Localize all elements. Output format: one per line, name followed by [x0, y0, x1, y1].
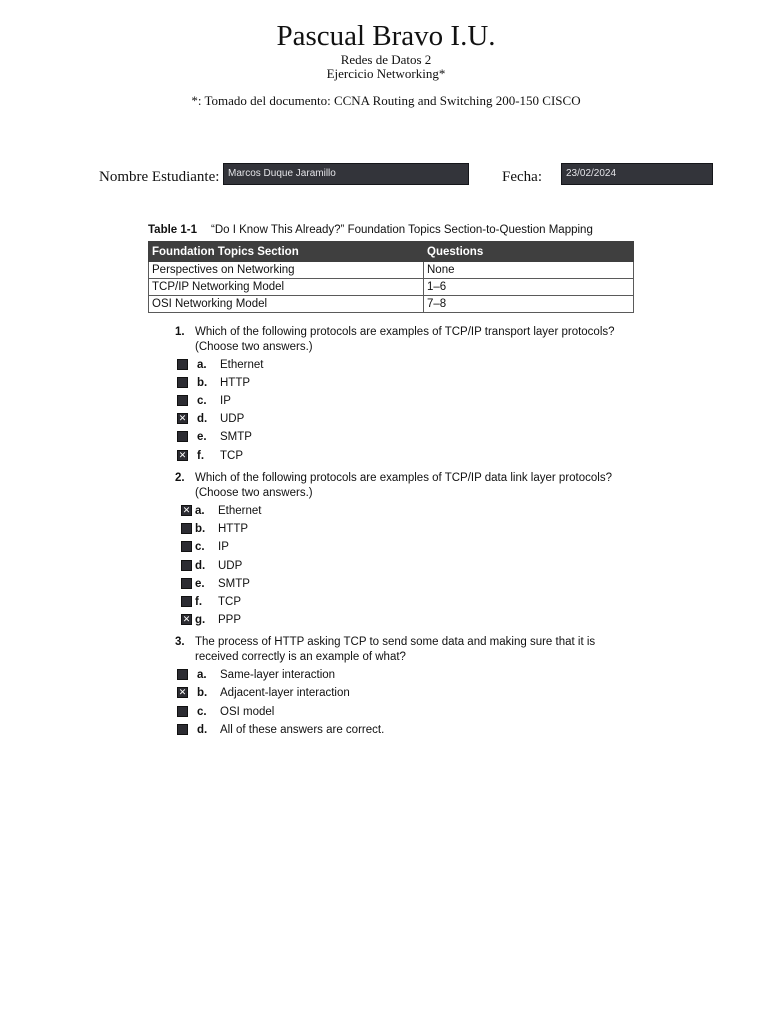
topics-table: [148, 241, 634, 313]
option-letter: e.: [197, 431, 207, 443]
table-row: [149, 262, 634, 279]
option-text: UDP: [220, 413, 245, 425]
table-caption: [148, 223, 593, 237]
answer-checkbox[interactable]: [177, 431, 188, 442]
table-cell: None: [424, 262, 634, 279]
question-text: The process of HTTP asking TCP to send some data and making sure that it is received correctly is an example of what?: [195, 636, 596, 663]
option-letter: b.: [195, 523, 206, 535]
answer-checkbox[interactable]: [177, 706, 188, 717]
option-letter: b.: [197, 687, 208, 699]
question-number: 2.: [175, 472, 185, 484]
table-cell: OSI Networking Model: [149, 296, 424, 313]
option-letter: b.: [197, 377, 208, 389]
table-cell: 7–8: [424, 296, 634, 313]
option-text: OSI model: [220, 706, 275, 718]
option-letter: c.: [197, 706, 207, 718]
exercise-name: Ejercicio Networking*: [326, 66, 446, 81]
answer-checkbox[interactable]: [181, 596, 192, 607]
answer-checkbox[interactable]: ✕: [182, 505, 191, 515]
option-text: HTTP: [218, 523, 249, 535]
option-text: IP: [218, 541, 229, 553]
table-header-row: [149, 242, 634, 262]
answer-checkbox[interactable]: [181, 541, 192, 552]
student-name-label: Nombre Estudiante:: [99, 169, 220, 185]
table-caption-text: “Do I Know This Already?” Foundation Topics Section-to-Question Mapping: [211, 224, 593, 236]
option-text: SMTP: [220, 431, 252, 443]
table-cell: 1–6: [424, 279, 634, 296]
table-caption-label: Table 1-1: [148, 224, 197, 236]
answer-checkbox[interactable]: [177, 669, 188, 680]
table-cell: Perspectives on Networking: [149, 262, 424, 279]
answer-checkbox[interactable]: ✕: [178, 687, 187, 697]
table-header-cell: Questions: [424, 242, 634, 262]
option-letter: a.: [197, 359, 207, 371]
date-field[interactable]: 23/02/2024: [561, 163, 713, 185]
student-name-field[interactable]: Marcos Duque Jaramillo: [223, 163, 469, 185]
option-text: TCP: [218, 596, 241, 608]
option-text: SMTP: [218, 578, 250, 590]
option-text: TCP: [220, 450, 243, 462]
option-letter: d.: [197, 724, 208, 736]
answer-checkbox[interactable]: ✕: [178, 450, 187, 460]
answer-checkbox[interactable]: [177, 377, 188, 388]
option-text: All of these answers are correct.: [220, 724, 385, 736]
option-letter: e.: [195, 578, 205, 590]
option-letter: g.: [195, 614, 206, 626]
option-letter: d.: [197, 413, 208, 425]
option-letter: f.: [197, 450, 205, 462]
option-text: PPP: [218, 614, 242, 626]
answer-checkbox[interactable]: [181, 523, 192, 534]
table-row: [149, 279, 634, 296]
answer-checkbox[interactable]: ✕: [178, 413, 187, 423]
option-text: Ethernet: [220, 359, 264, 371]
option-text: Ethernet: [218, 505, 262, 517]
answer-checkbox[interactable]: [181, 578, 192, 589]
option-text: UDP: [218, 560, 243, 572]
option-text: HTTP: [220, 377, 251, 389]
page-title: Pascual Bravo I.U.: [276, 20, 496, 52]
question-text: Which of the following protocols are examples of TCP/IP transport layer protocols? (Choose two answers.): [195, 326, 615, 353]
answer-checkbox[interactable]: ✕: [182, 614, 191, 624]
option-text: IP: [220, 395, 231, 407]
option-letter: d.: [195, 560, 206, 572]
question-number: 1.: [175, 326, 185, 338]
option-text: Same-layer interaction: [220, 669, 336, 681]
option-letter: c.: [195, 541, 205, 553]
answer-checkbox[interactable]: [177, 359, 188, 370]
answer-checkbox[interactable]: [177, 395, 188, 406]
answer-checkbox[interactable]: [181, 560, 192, 571]
answer-checkbox[interactable]: [177, 724, 188, 735]
date-label: Fecha:: [502, 169, 542, 185]
source-note: *: Tomado del documento: CCNA Routing and Switching 200-150 CISCO: [191, 93, 581, 108]
question-text: Which of the following protocols are examples of TCP/IP data link layer protocols? (Choose two answers.): [195, 472, 612, 499]
option-letter: a.: [197, 669, 207, 681]
table-header-cell: Foundation Topics Section: [149, 242, 424, 262]
option-letter: c.: [197, 395, 207, 407]
question-number: 3.: [175, 636, 185, 648]
option-letter: a.: [195, 505, 205, 517]
option-letter: f.: [195, 596, 203, 608]
table-cell: TCP/IP Networking Model: [149, 279, 424, 296]
table-row: [149, 296, 634, 313]
course-name: Redes de Datos 2: [340, 52, 432, 67]
option-text: Adjacent-layer interaction: [220, 687, 350, 699]
